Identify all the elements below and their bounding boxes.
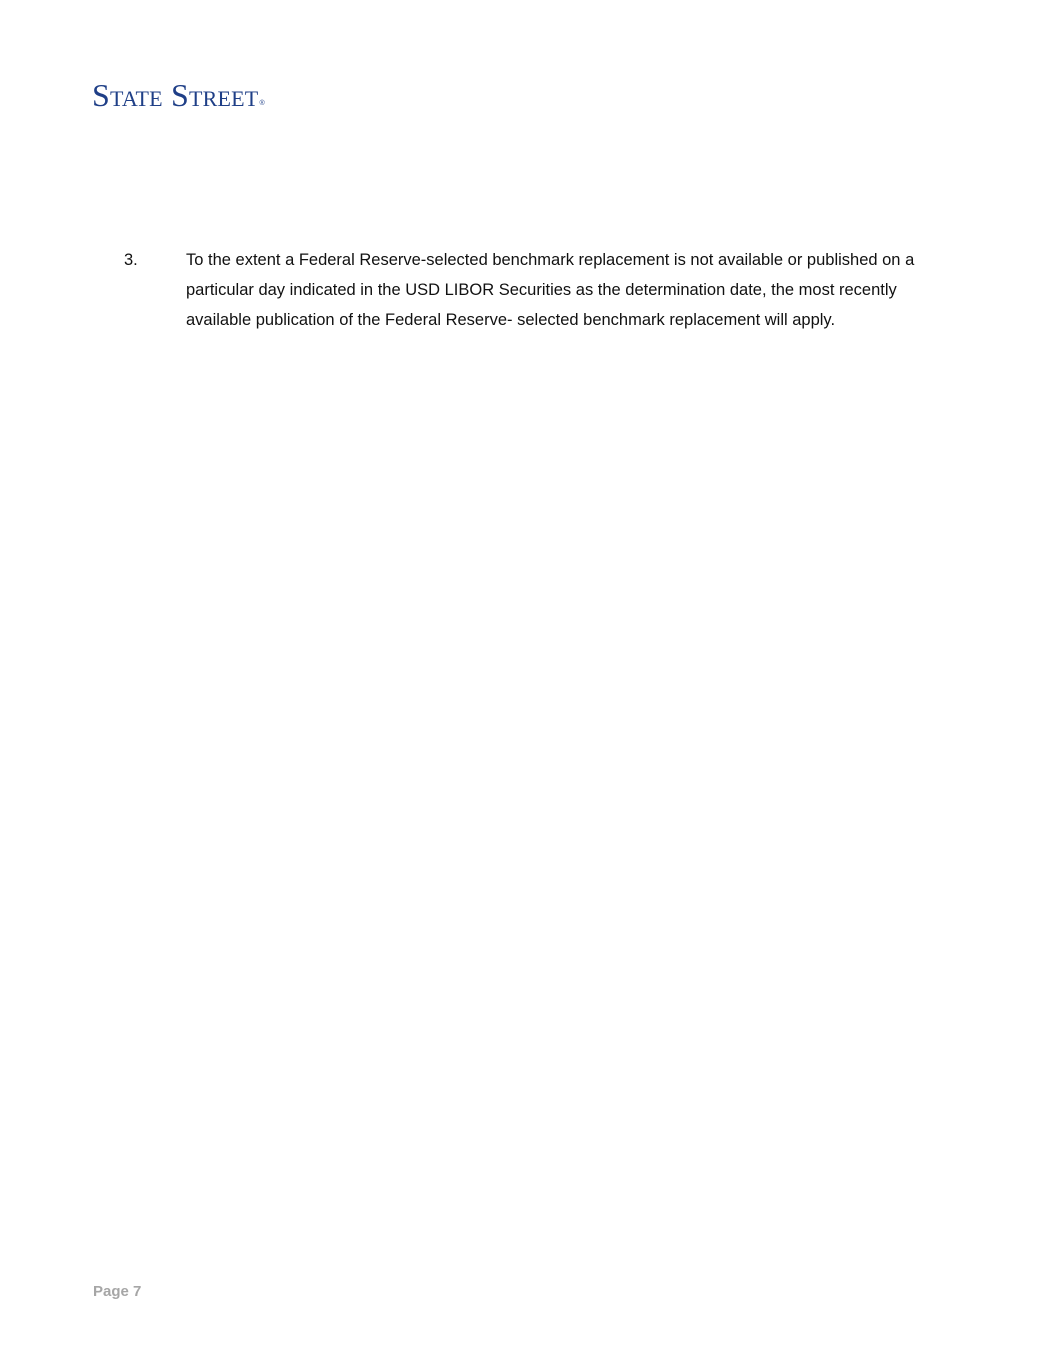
paragraph-number: 3. [124, 251, 138, 269]
page-number: Page 7 [93, 1283, 142, 1300]
state-street-logo [92, 76, 265, 116]
numbered-paragraph [124, 245, 964, 335]
paragraph-text: To the extent a Federal Reserve-selected benchmark replacement is not available or published on a particular day indicated in the USD LIBOR Securities as the determination date, the most recently available publication of the Federal Reserve- selected benchmark replacement will apply. [186, 251, 915, 329]
logo-text: State Street [92, 77, 259, 113]
registered-mark: ® [259, 100, 265, 107]
